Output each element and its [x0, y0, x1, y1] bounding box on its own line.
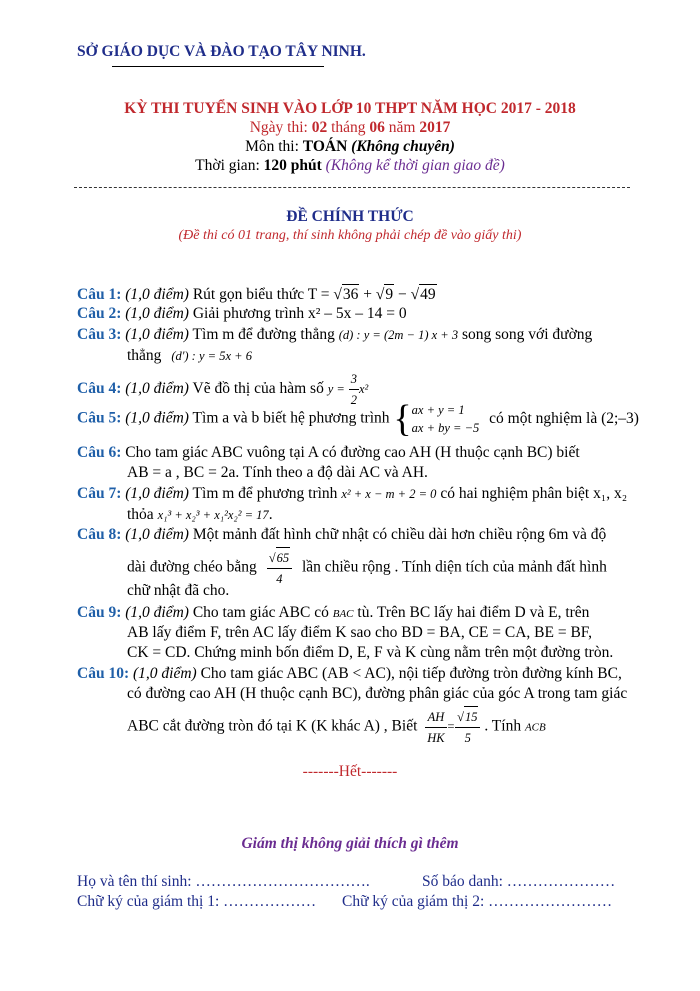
candidate-name-field: Họ và tên thí sinh: …………………………….	[77, 873, 370, 890]
q10-lhs-denominator: HK	[427, 730, 445, 745]
question-5	[77, 400, 639, 438]
question-9	[77, 603, 589, 624]
question-8-label: Câu 8:	[77, 526, 122, 543]
question-3-text2: song song với đường	[461, 326, 593, 343]
question-10-line3: ABC cắt đường tròn đó tại K (K khác A) , Biết $\frac{AH}{HK}$ = $\frac{√15}{5}$ . Tính ACB	[127, 706, 546, 748]
q7-condition: x₁³ + x₂³ + x₁²x₂² = 17	[157, 508, 269, 522]
question-1	[77, 284, 437, 305]
q1-expression: √36 + √9 − √49	[333, 286, 436, 303]
question-8	[77, 525, 606, 545]
exam-subject	[0, 138, 700, 156]
question-4-points: (1,0 điểm)	[125, 380, 189, 398]
q10-lhs-numerator: AH	[425, 707, 446, 728]
question-2-label: Câu 2:	[77, 305, 122, 322]
question-5-text2: có một nghiệm là (2;–3)	[489, 409, 639, 427]
question-10-line3a: ABC cắt đường tròn đó tại K (K khác A) , Biết	[127, 717, 418, 735]
date-month: 06	[369, 119, 385, 136]
q10-rhs-fraction	[455, 706, 480, 748]
q10-lhs-fraction	[425, 707, 446, 748]
q1-radicand-2: 9	[385, 286, 394, 303]
question-5-text: Tìm a và b biết hệ phương trình	[192, 409, 390, 427]
question-7-line2: thỏa x₁³ + x₂³ + x₁²x₂² = 17.	[127, 506, 273, 523]
official-title: ĐỀ CHÍNH THỨC	[286, 208, 414, 225]
question-9-text: Cho tam giác ABC có	[192, 604, 329, 621]
q4-numerator: 3	[349, 369, 359, 390]
question-7-text: Tìm m để phương trình	[192, 485, 338, 502]
q4-denominator: 2	[350, 393, 357, 407]
question-8-points: (1,0 điểm)	[125, 526, 189, 543]
department-underline	[112, 66, 324, 67]
q8-numerator: √65	[267, 547, 292, 569]
proctor-1-signature: Chữ ký của giám thị 1: ………………	[77, 893, 317, 910]
question-2-points: (1,0 điểm)	[125, 305, 189, 322]
q10-rhs-numerator: √15	[455, 706, 480, 728]
question-6-text: Cho tam giác ABC vuông tại A có đường cao AH (H thuộc cạnh BC) biết	[125, 444, 580, 461]
exam-date	[0, 119, 700, 137]
q8-fraction	[267, 547, 292, 589]
subject-prefix: Môn thi:	[245, 138, 299, 155]
department-name: SỞ GIÁO DỤC VÀ ĐÀO TẠO TÂY NINH.	[77, 43, 366, 60]
q3-line-d: (d) : y = (2m − 1) x + 3	[338, 328, 459, 342]
exam-time	[0, 157, 700, 175]
question-9-line3: CK = CD. Chứng minh bốn điểm D, E, F và K cùng nằm trên một đường tròn.	[127, 644, 614, 661]
subject-note: (Không chuyên)	[351, 138, 455, 155]
candidate-number-field: Số báo danh: …………………	[422, 873, 616, 890]
proctor-2-signature: Chữ ký của giám thị 2: ……………………	[342, 893, 613, 910]
question-7	[77, 484, 627, 504]
question-3-label: Câu 3:	[77, 326, 122, 343]
q1-radicand-3: 49	[420, 286, 436, 303]
question-6-label: Câu 6:	[77, 444, 122, 461]
q10-angle: ACB	[524, 721, 546, 734]
question-10-text: Cho tam giác ABC (AB < AC), nội tiếp đường tròn đường kính BC,	[200, 665, 622, 682]
question-10-label: Câu 10:	[77, 665, 130, 682]
q8-denominator: 4	[276, 572, 283, 586]
question-7-points: (1,0 điểm)	[125, 485, 189, 502]
question-1-points: (1,0 điểm)	[125, 286, 189, 303]
question-5-label: Câu 5:	[77, 409, 122, 427]
question-10-line2: có đường cao AH (H thuộc cạnh BC), đường phân giác của góc A trong tam giác	[127, 685, 628, 702]
question-1-text: Rút gọn biểu thức T =	[192, 286, 330, 303]
q10-rhs-denominator: 5	[464, 731, 471, 745]
q10-radicand: 15	[464, 706, 479, 727]
question-10	[77, 664, 622, 684]
q4-lhs: y =	[327, 382, 345, 397]
date-year-word: năm	[388, 119, 416, 136]
question-8-line2a: dài đường chéo bằng	[127, 558, 257, 576]
q4-variable: x²	[358, 382, 369, 397]
time-note: (Không kể thời gian giao đề)	[325, 157, 505, 174]
question-8-text: Một mảnh đất hình chữ nhật có chiều dài hơn chiều rộng 6m và độ	[192, 526, 607, 543]
question-5-points: (1,0 điểm)	[125, 409, 189, 427]
subject-name: TOÁN	[302, 138, 348, 155]
end-marker: -------Hết-------	[302, 763, 398, 780]
q9-angle: BAC	[332, 608, 354, 620]
question-1-label: Câu 1:	[77, 286, 122, 303]
question-3-points: (1,0 điểm)	[125, 326, 189, 343]
question-10-line3b: . Tính	[484, 717, 522, 735]
q7-equation: x² + x − m + 2 = 0	[341, 487, 437, 501]
proctor-note: Giám thị không giải thích gì thêm	[241, 835, 459, 852]
question-7-label: Câu 7:	[77, 485, 122, 502]
question-3	[77, 325, 592, 345]
question-7-text2: có hai nghiệm phân biệt x₁, x₂	[440, 485, 628, 502]
time-prefix: Thời gian:	[195, 157, 260, 174]
question-2	[77, 304, 407, 324]
question-2-text: Giải phương trình x² – 5x – 14 = 0	[192, 305, 407, 322]
q1-radicand-1: 36	[342, 286, 359, 303]
time-value: 120 phút	[263, 157, 322, 174]
question-3-text: Tìm m để đường thẳng	[192, 326, 335, 343]
date-prefix: Ngày thi:	[249, 119, 308, 136]
question-6-line2: AB = a , BC = 2a. Tính theo a độ dài AC và AH.	[127, 464, 428, 481]
question-10-points: (1,0 điểm)	[132, 665, 197, 682]
date-month-word: tháng	[331, 119, 366, 136]
date-year: 2017	[419, 119, 451, 136]
q8-radicand: 65	[276, 547, 291, 568]
q5-equation-2: ax + by = −5	[411, 421, 480, 435]
question-4-label: Câu 4:	[77, 380, 122, 398]
header-divider	[74, 187, 630, 188]
exam-title: KỲ THI TUYỂN SINH VÀO LỚP 10 THPT NĂM HỌC 2017 - 2018	[124, 100, 576, 117]
question-9-line2: AB lấy điểm F, trên AC lấy điểm K sao cho BD = BA, CE = CA, BE = BF,	[127, 624, 593, 641]
q5-brace: {	[393, 398, 412, 440]
date-day: 02	[311, 119, 328, 136]
q3-line-d-prime: (d') : y = 5x + 6	[171, 349, 252, 363]
question-3-line2	[127, 346, 252, 366]
q5-system	[412, 401, 480, 437]
question-6	[77, 443, 580, 463]
question-4-text: Vẽ đồ thị của hàm số	[192, 380, 324, 398]
question-9-points: (1,0 điểm)	[125, 604, 189, 621]
question-7-line2-text: thỏa	[127, 506, 154, 523]
q5-equation-1: ax + y = 1	[411, 403, 465, 417]
official-note: (Đề thi có 01 trang, thí sinh không phải chép đề vào giấy thi)	[178, 228, 522, 243]
question-8-line2b: lần chiều rộng . Tính diện tích của mảnh đất hình	[301, 558, 607, 576]
question-9-label: Câu 9:	[77, 604, 122, 621]
question-8-line3: chữ nhật đã cho.	[127, 582, 230, 599]
question-3-line2-text: thẳng	[127, 347, 162, 364]
question-9-text2: tù. Trên BC lấy hai điểm D và E, trên	[357, 604, 590, 621]
